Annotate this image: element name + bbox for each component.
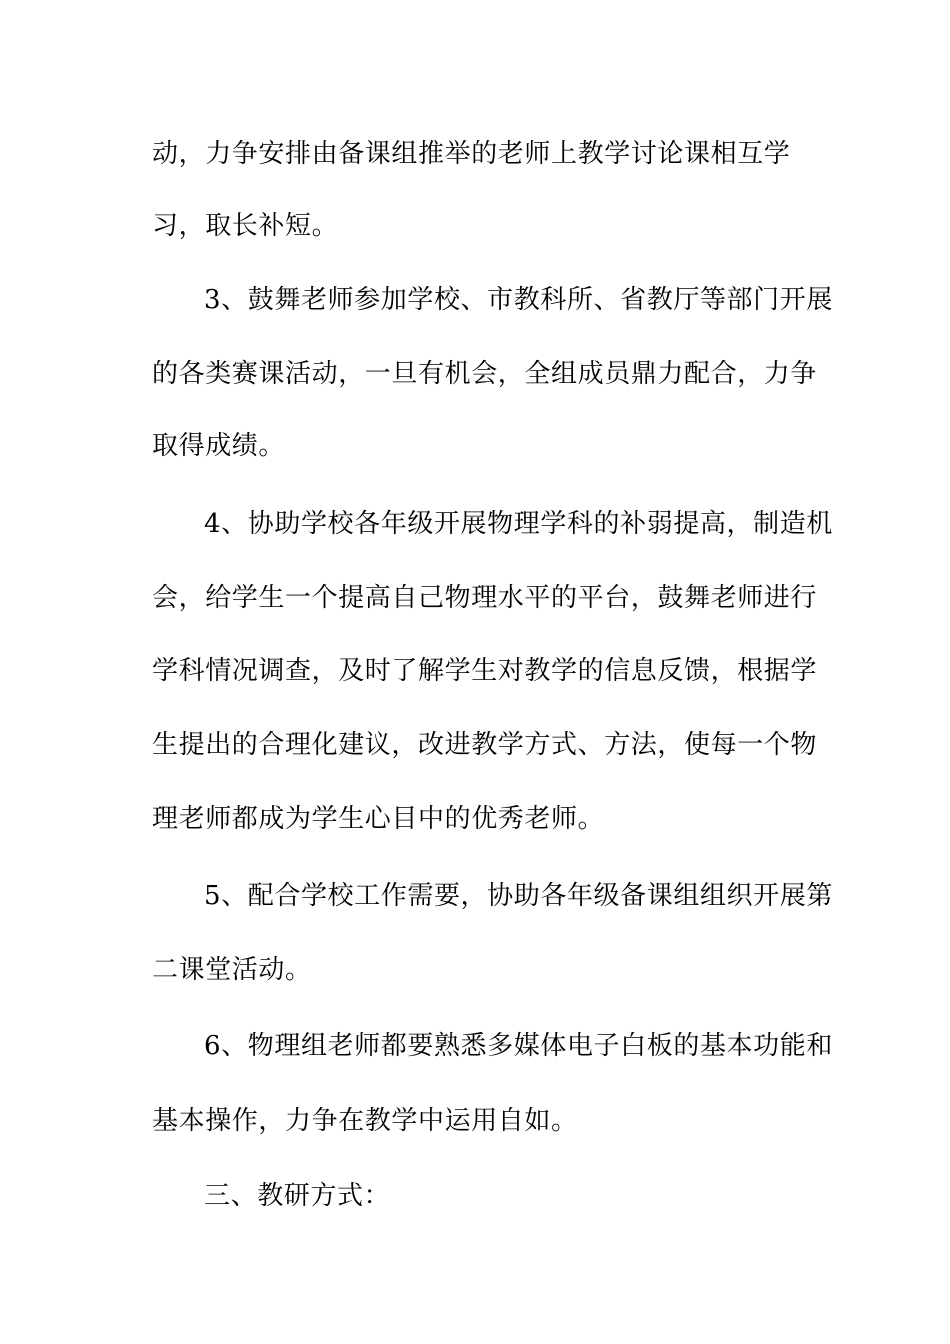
paragraph-4-start: 4、协助学校各年级开展物理学科的补弱提高，制造机 [204, 509, 833, 539]
paragraph-3-start: 3、鼓舞老师参加学校、市教科所、省教厅等部门开展 [204, 285, 833, 315]
section-heading: 三、教研方式： [204, 1181, 391, 1211]
text-line: 的各类赛课活动，一旦有机会，全组成员鼎力配合，力争 [152, 359, 818, 389]
text-line: 二课堂活动。 [152, 955, 312, 985]
text-line: 取得成绩。 [152, 431, 286, 461]
paragraph-5-start: 5、配合学校工作需要，协助各年级备课组组织开展第 [204, 881, 833, 911]
paragraph-6-start: 6、物理组老师都要熟悉多媒体电子白板的基本功能和 [204, 1031, 833, 1061]
text-line: 生提出的合理化建议，改进教学方式、方法，使每一个物 [152, 730, 818, 760]
text-line: 习，取长补短。 [152, 211, 339, 241]
text-line: 学科情况调查，及时了解学生对教学的信息反馈，根据学 [152, 656, 818, 686]
text-line: 动，力争安排由备课组推举的老师上教学讨论课相互学 [152, 139, 791, 169]
text-line: 会，给学生一个提高自己物理水平的平台，鼓舞老师进行 [152, 583, 818, 613]
text-line: 理老师都成为学生心目中的优秀老师。 [152, 804, 605, 834]
text-line: 基本操作，力争在教学中运用自如。 [152, 1106, 578, 1136]
